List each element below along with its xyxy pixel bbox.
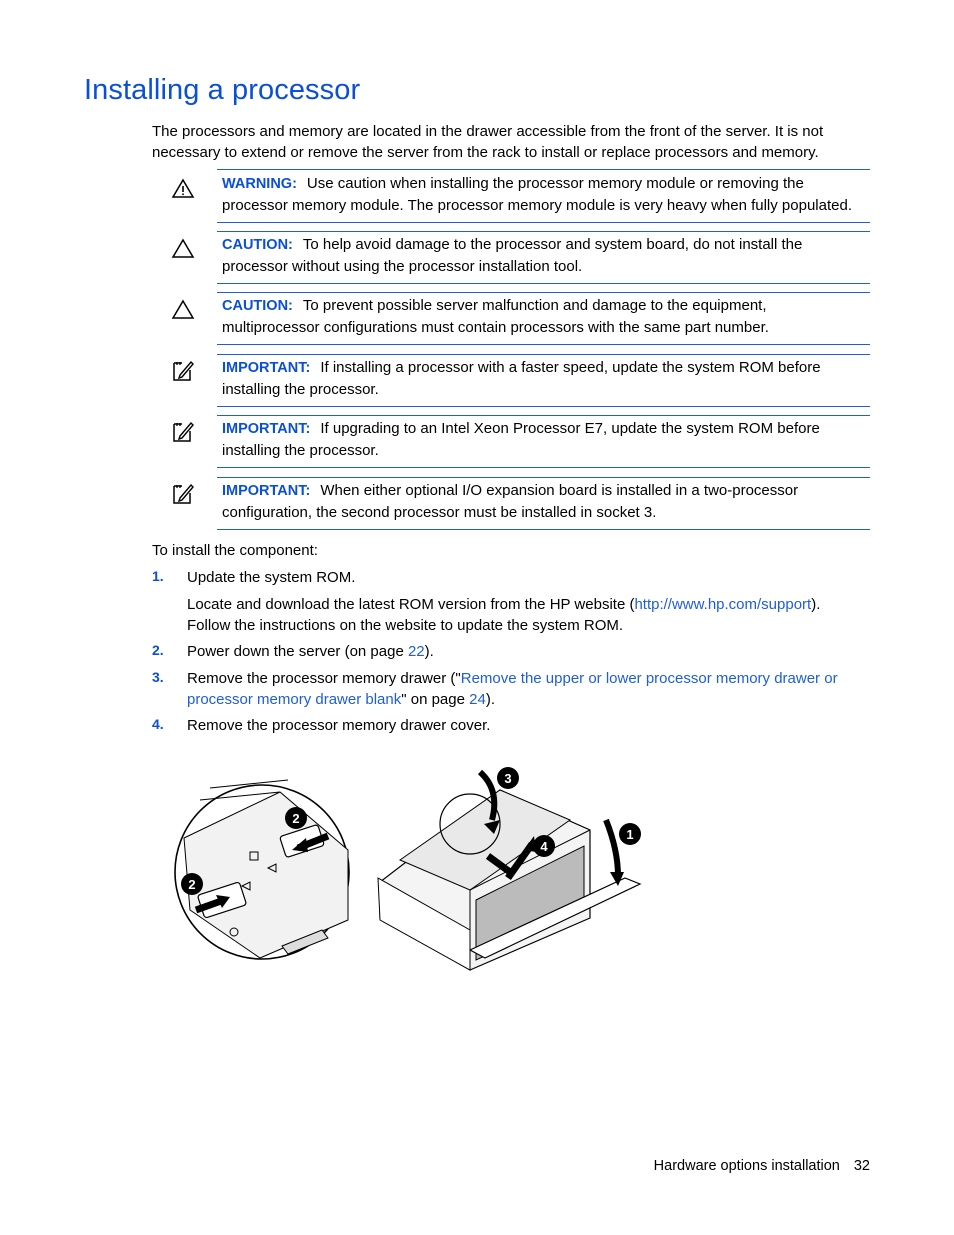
step-text bbox=[187, 668, 857, 710]
page-link[interactable]: 22 bbox=[407, 643, 425, 660]
warning-icon bbox=[171, 177, 195, 201]
figure-callout: 2 bbox=[188, 877, 196, 892]
procedure-lead: To install the component: bbox=[152, 542, 318, 559]
note-body: When either optional I/O expansion board is installed in a two-processor configuration, the second processor must be installed in socket 3. bbox=[222, 482, 799, 521]
note-label: CAUTION: bbox=[222, 237, 293, 253]
note-text bbox=[222, 357, 867, 400]
note-body: If installing a processor with a faster speed, update the system ROM before installing the processor. bbox=[222, 359, 821, 398]
step-text: Remove the processor memory drawer cover. bbox=[187, 717, 491, 734]
step-post: ). bbox=[485, 691, 495, 708]
caution-icon bbox=[171, 237, 195, 261]
step-text: Update the system ROM. bbox=[187, 569, 356, 586]
step-number: 4. bbox=[152, 716, 164, 732]
important-note bbox=[152, 354, 870, 406]
important-icon bbox=[171, 420, 195, 444]
note-text bbox=[222, 418, 867, 461]
important-icon bbox=[171, 359, 195, 383]
caution-note bbox=[152, 292, 870, 344]
note-text bbox=[222, 234, 867, 277]
step-mid: " on page bbox=[401, 691, 470, 708]
important-icon bbox=[171, 482, 195, 506]
note-label: IMPORTANT: bbox=[222, 421, 311, 437]
note-text bbox=[222, 295, 867, 338]
step-number: 2. bbox=[152, 642, 164, 658]
figure-callout: 1 bbox=[626, 827, 634, 842]
step-post: ). bbox=[424, 643, 434, 660]
drawer-cover-removal-figure bbox=[170, 760, 650, 980]
figure-callout: 2 bbox=[292, 811, 300, 826]
step-text bbox=[187, 641, 867, 662]
page-title: Installing a processor bbox=[84, 74, 361, 106]
note-text bbox=[222, 173, 867, 216]
latch-detail-view bbox=[175, 780, 349, 959]
note-label: IMPORTANT: bbox=[222, 360, 311, 376]
footer-section: Hardware options installation bbox=[653, 1158, 840, 1174]
page-footer bbox=[654, 1158, 870, 1174]
step-number: 1. bbox=[152, 568, 164, 584]
step-pre: Power down the server (on page bbox=[187, 643, 408, 660]
cross-reference-link[interactable]: Remove the upper or lower processor memory drawer or processor memory drawer blank bbox=[187, 670, 838, 708]
note-body: Use caution when installing the processor memory module or removing the processor memory module. The processor memory module is very heavy when fully populated. bbox=[222, 175, 852, 214]
caution-note bbox=[152, 231, 870, 283]
note-body: To prevent possible server malfunction and damage to the equipment, multiprocessor configurations must contain processors with the same part number. bbox=[222, 297, 769, 336]
step-detail bbox=[187, 594, 857, 636]
hp-support-link[interactable]: http://www.hp.com/support bbox=[634, 596, 812, 613]
step-pre: Remove the processor memory drawer (" bbox=[187, 670, 461, 687]
intro-paragraph: The processors and memory are located in the drawer accessible from the front of the server. It is not necessary to extend or remove the server from the rack to install or replace processors and memory. bbox=[152, 123, 824, 161]
page-link[interactable]: 24 bbox=[469, 691, 486, 708]
page-number: 32 bbox=[853, 1158, 870, 1174]
important-note bbox=[152, 415, 870, 467]
note-label: CAUTION: bbox=[222, 298, 293, 314]
figure-callout: 4 bbox=[540, 839, 548, 854]
step-number: 3. bbox=[152, 669, 164, 685]
note-body: To help avoid damage to the processor and system board, do not install the processor without using the processor installation tool. bbox=[222, 236, 803, 275]
caution-icon bbox=[171, 298, 195, 322]
important-note bbox=[152, 477, 870, 529]
note-body: If upgrading to an Intel Xeon Processor E7, update the system ROM before installing the processor. bbox=[222, 420, 820, 459]
note-label: IMPORTANT: bbox=[222, 483, 311, 499]
step-detail-post: ). Follow the instructions on the website to update the system ROM. bbox=[187, 596, 821, 634]
figure-callout: 3 bbox=[504, 771, 512, 786]
note-label: WARNING: bbox=[222, 176, 297, 192]
note-text bbox=[222, 480, 867, 523]
warning-note bbox=[152, 169, 870, 223]
step-detail-pre: Locate and download the latest ROM version from the HP website ( bbox=[187, 596, 635, 613]
processor-memory-drawer-drawing bbox=[378, 767, 641, 970]
